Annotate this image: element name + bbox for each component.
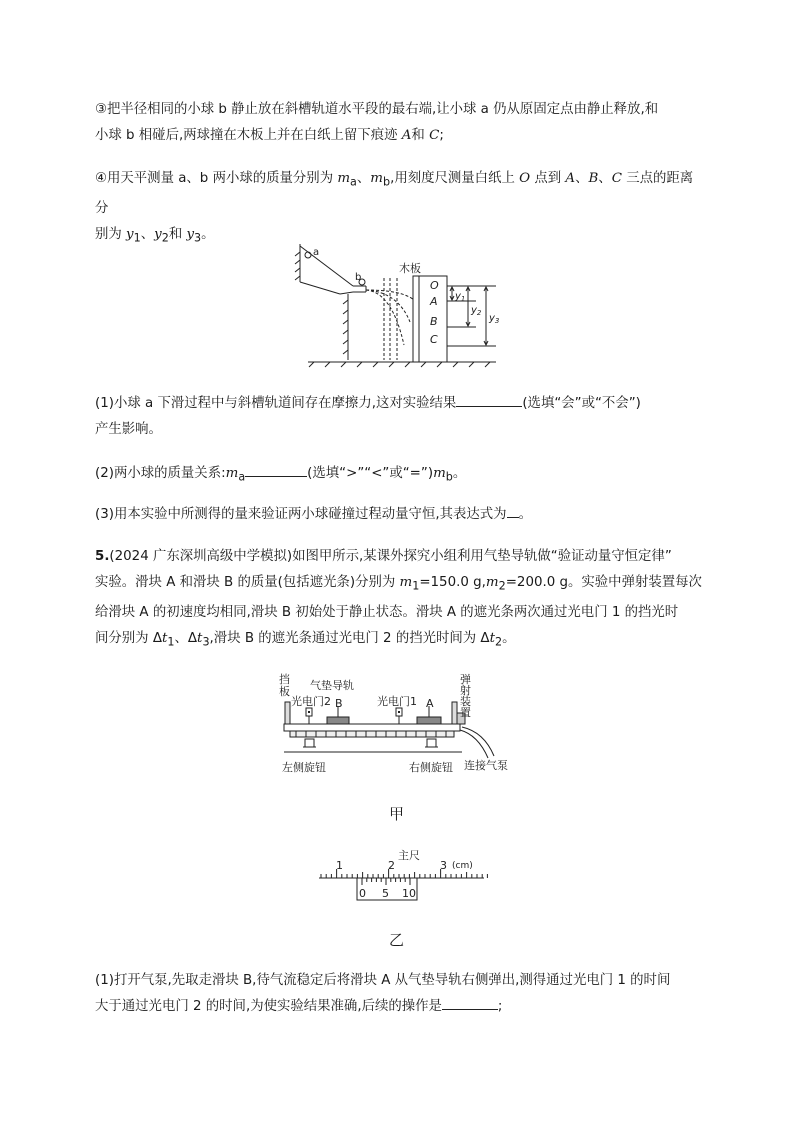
point-a-label: A: [430, 295, 438, 308]
air-track-diagram: [270, 670, 520, 780]
chute-board-diagram: [290, 238, 510, 370]
step-4-line-2: 别为 $y_1$、$y_2$和 $y_3$。: [95, 226, 215, 245]
question-1: [95, 391, 705, 443]
answer-blank-2[interactable]: [245, 462, 307, 477]
problem-5: [95, 544, 705, 655]
point-o-label: O: [430, 279, 439, 292]
main-tick-2: 2: [388, 859, 395, 872]
y3-label: $y_3$: [489, 313, 500, 325]
problem-5-line-2: 实验。滑块 A 和滑块 B 的质量(包括遮光条)分别为 $m_1=150.0$ $g,m_2=200.0$ g。实验中弹射装置每次: [95, 575, 702, 593]
photogate-1-label: 光电门1: [377, 695, 417, 708]
answer-blank-3[interactable]: [507, 503, 519, 518]
left-knob-label: 左侧旋钮: [282, 761, 326, 774]
slider-a-label: A: [426, 697, 434, 710]
question-2: (2)两小球的质量关系$:m_a$ (选填“>”“<”或“$=”)m_b$。: [95, 461, 705, 491]
vernier-10: 10: [402, 887, 416, 900]
question-1-line-1: (1)小球 a 下滑过程中与斜槽轨道间存在摩擦力,这对实验结果 (选填“会”或“不会”): [95, 391, 705, 417]
step-3-line-1: ③把半径相同的小球 b 静止放在斜槽轨道水平段的最右端,让小球 a 仍从原固定点由静止释放,和: [95, 102, 659, 117]
step-3-line-2: 小球 b 相碰后,两球撞在木板上并在白纸上留下痕迹 A和 C;: [95, 128, 444, 143]
answer-blank-1[interactable]: [456, 392, 522, 407]
board-label: 木板: [399, 262, 421, 275]
ball-b-label: b: [355, 272, 362, 283]
photogate-2-label: 光电门2: [291, 695, 331, 708]
stop-label: 挡板: [279, 673, 290, 698]
launcher-label: 弹射装置: [460, 673, 471, 719]
right-knob-label: 右侧旋钮: [409, 761, 453, 774]
main-tick-3: 3: [440, 859, 447, 872]
point-b-label: B: [430, 315, 438, 328]
step-4-line-1: ④用天平测量 a、b 两小球的质量分别为 $m_a$、$m_b$,用刻度尺测量白纸上 O 点到 A、B、C 三点的距离分: [95, 171, 694, 216]
answer-blank-5-1[interactable]: [442, 995, 498, 1010]
step-3-paragraph: [95, 97, 705, 149]
problem-5-line-4: 间分别为 $\Delta t_1$、$\Delta t_3$,滑块 B 的遮光条通过光电门 2 的挡光时间为 $\Delta t_2$。: [95, 630, 516, 649]
pump-label: 连接气泵: [464, 759, 508, 772]
main-tick-1: 1: [336, 859, 343, 872]
unit-label: (cm): [452, 861, 473, 871]
ball-a-label: a: [313, 247, 320, 258]
problem-5-question-1: [95, 968, 705, 1020]
point-c-label: C: [430, 333, 438, 346]
vernier-5: 5: [382, 887, 389, 900]
slider-b-label: B: [335, 697, 343, 710]
p5q1-line-1: (1)打开气泵,先取走滑块 B,待气流稳定后将滑块 A 从气垫导轨右侧弹出,测得通过光电门 1 的时间: [95, 973, 671, 988]
problem-5-line-1: 5.(2024 广东深圳高级中学模拟)如图甲所示,某课外探究小组利用气垫导轨做“验证动量守恒定律”: [95, 549, 672, 564]
figure-yi-caption: 乙: [389, 931, 405, 949]
p5q1-line-2: 大于通过光电门 2 的时间,为使实验结果准确,后续的操作是 ;: [95, 994, 705, 1020]
y2-label: $y_2$: [471, 305, 482, 317]
figure-jia-caption: 甲: [389, 805, 405, 823]
question-1-line-2: 产生影响。: [95, 422, 162, 437]
vernier-caliper-diagram: [315, 845, 490, 905]
problem-5-line-3: 给滑块 A 的初速度均相同,滑块 B 初始处于静止状态。滑块 A 的遮光条两次通过光电门 1 的挡光时: [95, 604, 679, 620]
air-track-label: 气垫导轨: [310, 679, 354, 692]
vernier-0: 0: [359, 887, 366, 900]
question-3: (3)用本实验中所测得的量来验证两小球碰撞过程动量守恒,其表达式为 。: [95, 502, 705, 528]
main-scale-label: 主尺: [398, 849, 420, 862]
y1-label: $y_1$: [455, 291, 466, 303]
